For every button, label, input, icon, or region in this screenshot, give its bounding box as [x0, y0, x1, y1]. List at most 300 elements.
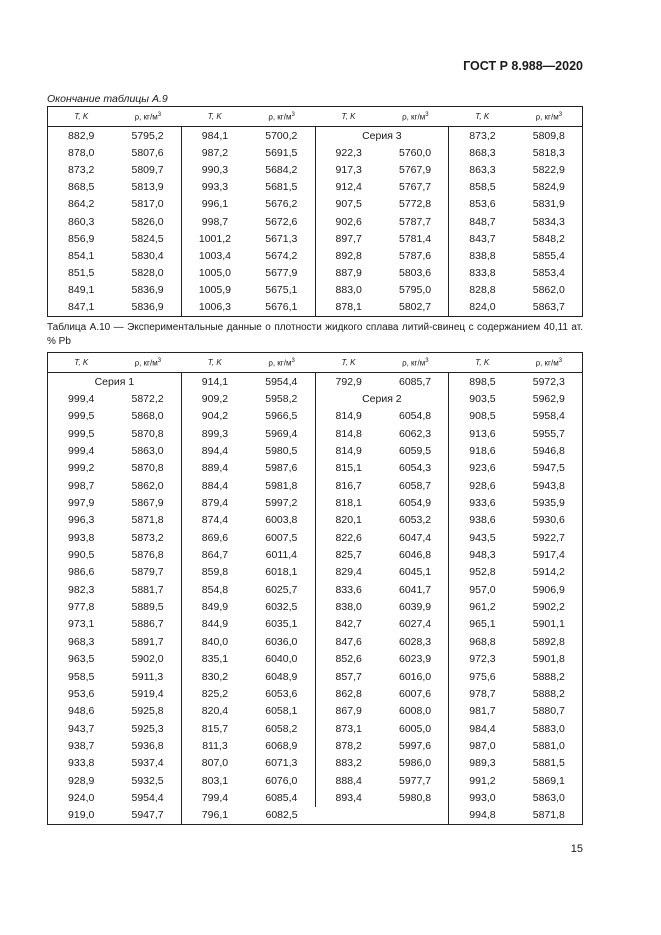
temperature-cell: 844,9 — [181, 616, 248, 633]
unit-exponent: 3 — [291, 111, 295, 118]
temperature-cell: 888,4 — [315, 772, 382, 789]
temperature-cell: 924,0 — [48, 789, 115, 806]
temperature-cell: 975,6 — [449, 668, 516, 685]
density-cell: 5879,7 — [131, 566, 164, 579]
unit-exponent: 3 — [558, 111, 563, 118]
density-cell: 5676,1 — [248, 299, 315, 317]
temperature-cell: 852,6 — [315, 651, 382, 668]
temperature-cell: 994,8 — [449, 807, 516, 825]
table-row — [48, 668, 583, 685]
table-row — [48, 494, 583, 511]
density-cell: 5873,2 — [131, 531, 164, 544]
temperature-cell: 993,0 — [449, 789, 516, 806]
density-cell: 6018,1 — [265, 566, 298, 579]
density-cell: 5795,0 — [399, 284, 432, 297]
density-cell: 5888,2 — [516, 685, 583, 702]
table-a10-caption: Таблица А.10 — Экспериментальные данные о плотности жидкого сплава литий-свинец с содержанием 40,11 ат. % Pb — [47, 322, 583, 347]
temperature-cell: 990,5 — [48, 546, 115, 563]
header-row — [48, 353, 583, 373]
temperature-cell: 884,4 — [181, 477, 248, 494]
density-cell: 5901,1 — [516, 616, 583, 633]
temperature-cell: 854,8 — [181, 581, 248, 598]
temperature-cell: 1005,0 — [181, 265, 248, 282]
density-cell: 5980,8 — [399, 791, 432, 804]
temperature-cell: 833,8 — [449, 265, 516, 282]
column-header-density-unit: ρ, кг/м — [535, 112, 559, 122]
temperature-cell: 996,3 — [48, 512, 115, 529]
temperature-cell: 898,5 — [449, 373, 516, 391]
column-header-density-unit: ρ, кг/м — [134, 112, 158, 122]
temperature-cell: 1005,9 — [181, 282, 248, 299]
density-cell: 5824,5 — [131, 232, 164, 245]
table-row — [48, 703, 583, 720]
column-header-density-unit: ρ, кг/м — [134, 358, 158, 368]
series-label: Серия 1 — [48, 373, 182, 391]
temperature-cell: 820,1 — [315, 512, 382, 529]
table-row — [48, 737, 583, 754]
temperature-cell: 938,6 — [449, 512, 516, 529]
column-header-temperature: T, K — [315, 107, 382, 127]
density-cell: 6048,9 — [265, 670, 298, 683]
temperature-cell: 887,9 — [315, 265, 382, 282]
density-cell: 5862,0 — [131, 479, 164, 492]
column-header-density-unit: ρ, кг/м — [535, 358, 559, 368]
temperature-cell: 907,5 — [315, 196, 382, 213]
temperature-cell: 972,3 — [449, 651, 516, 668]
temperature-cell: 853,6 — [449, 196, 516, 213]
table-row — [48, 477, 583, 494]
temperature-cell: 914,1 — [181, 373, 248, 391]
density-cell: 5930,6 — [516, 512, 583, 529]
table-row — [48, 390, 583, 407]
temperature-cell: 997,9 — [48, 494, 115, 511]
density-cell: 5867,9 — [131, 497, 164, 510]
temperature-cell: 822,6 — [315, 529, 382, 546]
table-a10 — [47, 352, 583, 825]
temperature-cell: 830,2 — [181, 668, 248, 685]
density-cell: 6054,9 — [399, 497, 432, 510]
temperature-cell: 984,1 — [181, 127, 248, 145]
temperature-cell: 883,2 — [315, 755, 382, 772]
density-cell: 5958,4 — [516, 408, 583, 425]
density-cell: 5870,8 — [131, 427, 164, 440]
table-row — [48, 581, 583, 598]
table-row — [48, 299, 583, 317]
density-cell: 5803,6 — [399, 267, 432, 280]
density-cell: 6025,7 — [265, 583, 298, 596]
density-cell: 6007,5 — [265, 531, 298, 544]
temperature-cell: 999,2 — [48, 460, 115, 477]
empty-cell — [382, 807, 449, 825]
table-row — [48, 425, 583, 442]
temperature-cell: 922,3 — [315, 144, 382, 161]
density-cell: 5872,2 — [131, 393, 164, 406]
temperature-cell: 814,8 — [315, 425, 382, 442]
density-cell: 5809,7 — [131, 163, 164, 176]
temperature-cell: 796,1 — [181, 807, 248, 825]
column-header-temperature: T, K — [48, 107, 115, 127]
temperature-cell: 799,4 — [181, 789, 248, 806]
density-cell: 5987,6 — [265, 462, 298, 475]
density-cell: 5914,2 — [516, 564, 583, 581]
density-cell: 5925,8 — [131, 705, 164, 718]
column-header-density — [516, 353, 583, 373]
density-cell: 5871,8 — [131, 514, 164, 527]
temperature-cell: 878,0 — [48, 144, 115, 161]
table-row — [48, 546, 583, 563]
series-label: Серия 2 — [315, 390, 449, 407]
temperature-cell: 835,1 — [181, 651, 248, 668]
temperature-cell: 928,9 — [48, 772, 115, 789]
density-cell: 5809,8 — [516, 127, 583, 145]
table-row — [48, 179, 583, 196]
column-header-density-unit: ρ, кг/м — [268, 112, 292, 122]
temperature-cell: 829,4 — [315, 564, 382, 581]
density-cell: 5674,2 — [265, 249, 298, 262]
density-cell: 5675,1 — [265, 284, 298, 297]
temperature-cell: 991,2 — [449, 772, 516, 789]
temperature-cell: 968,8 — [449, 633, 516, 650]
density-cell: 5767,9 — [399, 163, 432, 176]
temperature-cell: 854,1 — [48, 247, 115, 264]
temperature-cell: 978,7 — [449, 685, 516, 702]
temperature-cell: 987,2 — [181, 144, 248, 161]
density-cell: 5937,4 — [131, 757, 164, 770]
density-cell: 5863,0 — [516, 789, 583, 806]
temperature-cell: 984,4 — [449, 720, 516, 737]
density-cell: 5958,2 — [265, 393, 298, 406]
table-row — [48, 772, 583, 789]
density-cell: 5946,8 — [516, 442, 583, 459]
density-cell: 5906,9 — [516, 581, 583, 598]
temperature-cell: 953,6 — [48, 685, 115, 702]
density-cell: 5853,4 — [516, 265, 583, 282]
column-header-temperature: T, K — [48, 353, 115, 373]
temperature-cell: 857,7 — [315, 668, 382, 685]
temperature-cell: 948,6 — [48, 703, 115, 720]
column-header-density — [248, 353, 315, 373]
density-cell: 5980,5 — [265, 445, 298, 458]
density-cell: 6054,3 — [399, 462, 432, 475]
density-cell: 6085,4 — [265, 791, 298, 804]
density-cell: 5947,5 — [516, 460, 583, 477]
temperature-cell: 986,6 — [48, 564, 115, 581]
table-row — [48, 127, 583, 145]
column-header-density — [248, 107, 315, 127]
temperature-cell: 952,8 — [449, 564, 516, 581]
density-cell: 5848,2 — [516, 230, 583, 247]
density-cell: 6032,5 — [265, 601, 298, 614]
temperature-cell: 982,3 — [48, 581, 115, 598]
table-row — [48, 408, 583, 425]
temperature-cell: 862,8 — [315, 685, 382, 702]
density-cell: 5883,0 — [516, 720, 583, 737]
table-row — [48, 633, 583, 650]
temperature-cell: 1001,2 — [181, 230, 248, 247]
temperature-cell: 868,3 — [449, 144, 516, 161]
density-cell: 6058,7 — [399, 479, 432, 492]
density-cell: 5911,3 — [131, 670, 164, 683]
column-header-density — [516, 107, 583, 127]
density-cell: 6035,1 — [265, 618, 298, 631]
temperature-cell: 840,0 — [181, 633, 248, 650]
density-cell: 5802,7 — [382, 299, 449, 317]
temperature-cell: 848,7 — [449, 213, 516, 230]
table-row — [48, 460, 583, 477]
temperature-cell: 897,7 — [315, 230, 382, 247]
density-cell: 5881,5 — [516, 755, 583, 772]
density-cell: 6039,9 — [399, 601, 432, 614]
density-cell: 5862,0 — [516, 282, 583, 299]
temperature-cell: 849,9 — [181, 598, 248, 615]
temperature-cell: 873,1 — [315, 720, 382, 737]
temperature-cell: 858,5 — [449, 179, 516, 196]
density-cell: 5813,9 — [131, 181, 164, 194]
temperature-cell: 999,5 — [48, 425, 115, 442]
temperature-cell: 957,0 — [449, 581, 516, 598]
density-cell: 6007,6 — [399, 687, 432, 700]
temperature-cell: 879,4 — [181, 494, 248, 511]
column-header-temperature: T, K — [315, 353, 382, 373]
temperature-cell: 968,3 — [48, 633, 115, 650]
series-label: Серия 3 — [315, 127, 449, 145]
density-cell: 6008,0 — [399, 705, 432, 718]
density-cell: 6016,0 — [399, 670, 432, 683]
density-cell: 5691,5 — [265, 146, 298, 159]
density-cell: 5880,7 — [516, 703, 583, 720]
table-row — [48, 265, 583, 282]
density-cell: 5955,7 — [516, 425, 583, 442]
column-header-density-unit: ρ, кг/м — [402, 358, 426, 368]
density-cell: 5932,5 — [131, 774, 164, 787]
density-cell: 5962,9 — [516, 390, 583, 407]
temperature-cell: 815,7 — [181, 720, 248, 737]
table-row — [48, 755, 583, 772]
density-cell: 5826,0 — [131, 215, 164, 228]
temperature-cell: 938,7 — [48, 737, 115, 754]
temperature-cell: 863,3 — [449, 161, 516, 178]
density-cell: 5922,7 — [516, 529, 583, 546]
column-header-temperature: T, K — [181, 107, 248, 127]
density-cell: 5824,9 — [516, 179, 583, 196]
density-cell: 6041,7 — [399, 583, 432, 596]
temperature-cell: 893,4 — [315, 789, 382, 806]
temperature-cell: 814,9 — [315, 408, 382, 425]
temperature-cell: 815,1 — [315, 460, 382, 477]
density-cell: 5676,2 — [265, 198, 298, 211]
temperature-cell: 869,6 — [181, 529, 248, 546]
density-cell: 5981,8 — [265, 479, 298, 492]
temperature-cell: 828,8 — [449, 282, 516, 299]
column-header-density — [382, 353, 449, 373]
temperature-cell: 933,8 — [48, 755, 115, 772]
temperature-cell: 993,8 — [48, 529, 115, 546]
table-row — [48, 144, 583, 161]
density-cell: 5681,5 — [265, 181, 298, 194]
temperature-cell: 918,6 — [449, 442, 516, 459]
temperature-cell: 878,2 — [315, 737, 382, 754]
density-cell: 5886,7 — [131, 618, 164, 631]
density-cell: 6053,6 — [265, 687, 298, 700]
temperature-cell: 899,3 — [181, 425, 248, 442]
column-header-temperature: T, K — [449, 353, 516, 373]
unit-exponent: 3 — [425, 111, 429, 118]
temperature-cell: 849,1 — [48, 282, 115, 299]
density-cell: 5969,4 — [265, 427, 298, 440]
density-cell: 5787,6 — [399, 249, 432, 262]
table-row — [48, 807, 583, 825]
table-a9-caption: Окончание таблицы А.9 — [47, 93, 168, 105]
temperature-cell: 999,4 — [48, 442, 115, 459]
table-row — [48, 442, 583, 459]
unit-exponent: 3 — [291, 357, 295, 364]
temperature-cell: 847,1 — [48, 299, 115, 317]
temperature-cell: 874,4 — [181, 512, 248, 529]
temperature-cell: 993,3 — [181, 179, 248, 196]
unit-exponent: 3 — [558, 357, 563, 364]
density-cell: 5925,3 — [131, 722, 164, 735]
density-cell: 6011,4 — [265, 549, 297, 562]
density-cell: 5868,0 — [131, 410, 164, 423]
temperature-cell: 990,3 — [181, 161, 248, 178]
density-cell: 5954,4 — [265, 375, 298, 388]
density-cell: 5977,7 — [399, 774, 432, 787]
temperature-cell: 833,6 — [315, 581, 382, 598]
table-row — [48, 512, 583, 529]
density-cell: 5881,0 — [516, 737, 583, 754]
density-cell: 5781,4 — [399, 232, 432, 245]
density-cell: 5795,2 — [131, 129, 164, 142]
table-row — [48, 720, 583, 737]
temperature-cell: 868,5 — [48, 179, 115, 196]
temperature-cell: 998,7 — [48, 477, 115, 494]
temperature-cell: 867,9 — [315, 703, 382, 720]
temperature-cell: 923,6 — [449, 460, 516, 477]
density-cell: 6071,3 — [265, 757, 298, 770]
density-cell: 6058,1 — [265, 705, 298, 718]
density-cell: 5892,8 — [516, 633, 583, 650]
density-cell: 5677,9 — [265, 267, 298, 280]
temperature-cell: 814,9 — [315, 442, 382, 459]
column-header-temperature: T, K — [449, 107, 516, 127]
temperature-cell: 842,7 — [315, 616, 382, 633]
density-cell: 5919,4 — [131, 687, 164, 700]
table-row — [48, 196, 583, 213]
column-header-temperature: T, K — [181, 353, 248, 373]
temperature-cell: 998,7 — [181, 213, 248, 230]
table-a10-body — [48, 353, 583, 825]
table-row — [48, 651, 583, 668]
density-cell: 5830,4 — [131, 249, 164, 262]
temperature-cell: 838,0 — [315, 598, 382, 615]
density-cell: 5869,1 — [516, 772, 583, 789]
temperature-cell: 864,2 — [48, 196, 115, 213]
density-cell: 5863,0 — [131, 445, 164, 458]
temperature-cell: 889,4 — [181, 460, 248, 477]
density-cell: 5954,4 — [131, 791, 164, 804]
density-cell: 5831,9 — [516, 196, 583, 213]
temperature-cell: 912,4 — [315, 179, 382, 196]
density-cell: 6040,0 — [265, 653, 298, 666]
density-cell: 5870,8 — [131, 462, 164, 475]
density-cell: 6045,1 — [399, 566, 432, 579]
table-row — [48, 213, 583, 230]
table-row — [48, 598, 583, 615]
temperature-cell: 825,2 — [181, 685, 248, 702]
density-cell: 6005,0 — [399, 722, 432, 735]
temperature-cell: 894,4 — [181, 442, 248, 459]
density-cell: 5902,2 — [516, 598, 583, 615]
density-cell: 6059,5 — [399, 445, 432, 458]
density-cell: 6085,7 — [399, 375, 432, 388]
density-cell: 5902,0 — [131, 653, 164, 666]
density-cell: 5876,8 — [131, 549, 164, 562]
column-header-density — [114, 353, 181, 373]
column-header-density — [382, 107, 449, 127]
density-cell: 5997,6 — [399, 739, 432, 752]
density-cell: 6028,3 — [399, 635, 432, 648]
temperature-cell: 816,7 — [315, 477, 382, 494]
density-cell: 5684,2 — [265, 163, 298, 176]
temperature-cell: 948,3 — [449, 546, 516, 563]
temperature-cell: 883,0 — [315, 282, 382, 299]
temperature-cell: 807,0 — [181, 755, 248, 772]
temperature-cell: 999,4 — [48, 390, 115, 407]
page-number: 15 — [570, 843, 583, 855]
temperature-cell: 847,6 — [315, 633, 382, 650]
density-cell: 5936,8 — [131, 739, 164, 752]
temperature-cell: 873,2 — [449, 127, 516, 145]
temperature-cell: 824,0 — [449, 299, 516, 317]
density-cell: 5760,0 — [399, 146, 432, 159]
temperature-cell: 803,1 — [181, 772, 248, 789]
table-row — [48, 373, 583, 391]
temperature-cell: 958,5 — [48, 668, 115, 685]
density-cell: 5767,7 — [399, 181, 432, 194]
density-cell: 5972,3 — [516, 373, 583, 391]
temperature-cell: 913,6 — [449, 425, 516, 442]
table-row — [48, 789, 583, 806]
table-a9 — [47, 106, 583, 317]
density-cell: 6027,4 — [399, 618, 432, 631]
column-header-density-unit: ρ, кг/м — [268, 358, 292, 368]
density-cell: 6058,2 — [265, 722, 298, 735]
temperature-cell: 989,3 — [449, 755, 516, 772]
temperature-cell: 825,7 — [315, 546, 382, 563]
temperature-cell: 961,2 — [449, 598, 516, 615]
temperature-cell: 820,4 — [181, 703, 248, 720]
density-cell: 5828,0 — [131, 267, 164, 280]
density-cell: 6003,8 — [265, 514, 298, 527]
temperature-cell: 943,7 — [48, 720, 115, 737]
temperature-cell: 977,8 — [48, 598, 115, 615]
temperature-cell: 919,0 — [48, 807, 115, 825]
temperature-cell: 843,7 — [449, 230, 516, 247]
density-cell: 5997,2 — [265, 497, 298, 510]
temperature-cell: 908,5 — [449, 408, 516, 425]
density-cell: 5947,7 — [114, 807, 181, 825]
density-cell: 5935,9 — [516, 494, 583, 511]
density-cell: 5772,8 — [399, 198, 432, 211]
temperature-cell: 963,5 — [48, 651, 115, 668]
density-cell: 5836,9 — [131, 284, 164, 297]
density-cell: 6062,3 — [399, 427, 432, 440]
temperature-cell: 838,8 — [449, 247, 516, 264]
density-cell: 5822,9 — [516, 161, 583, 178]
table-row — [48, 247, 583, 264]
unit-exponent: 3 — [157, 357, 162, 364]
temperature-cell: 965,1 — [449, 616, 516, 633]
